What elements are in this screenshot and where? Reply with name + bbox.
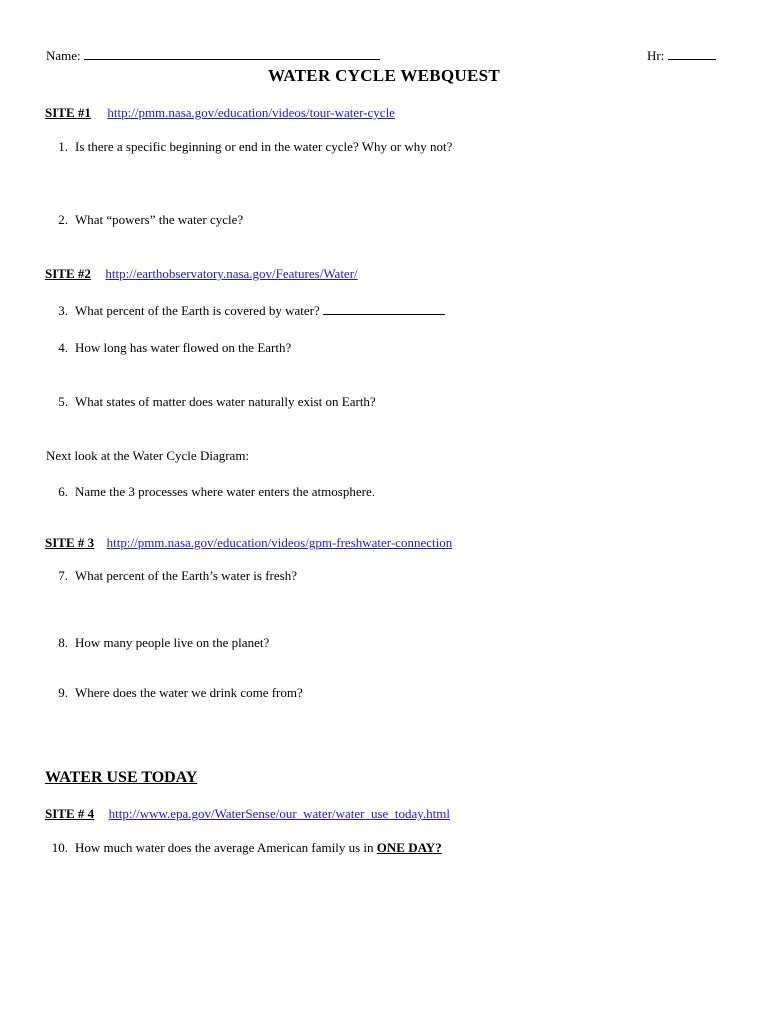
question-text: How many people live on the planet? — [75, 635, 270, 650]
question-1 — [46, 139, 452, 155]
page-title: WATER CYCLE WEBQUEST — [267, 66, 501, 85]
question-number: 2. — [58, 212, 68, 227]
question-2 — [46, 212, 243, 228]
name-blank[interactable] — [84, 47, 380, 60]
answer-blank[interactable] — [323, 302, 445, 315]
question-text: What percent of the Earth’s water is fresh? — [75, 568, 297, 583]
question-9 — [46, 685, 303, 701]
question-number: 6. — [58, 484, 68, 499]
site-4-link[interactable]: http://www.epa.gov/WaterSense/our_water/water_use_today.html — [108, 806, 450, 821]
site-2-line — [45, 266, 358, 282]
site-2-label: SITE #2 — [45, 266, 91, 281]
question-text: What percent of the Earth is covered by water? — [75, 303, 320, 318]
question-text: Where does the water we drink come from? — [75, 685, 303, 700]
question-number: 1. — [58, 139, 68, 154]
question-text: How much water does the average American family us in — [75, 840, 374, 855]
site-3-link[interactable]: http://pmm.nasa.gov/education/videos/gpm-freshwater-connection — [106, 535, 453, 550]
question-emphasis: ONE DAY? — [376, 840, 442, 855]
hr-blank[interactable] — [668, 47, 716, 60]
site-1-link[interactable]: http://pmm.nasa.gov/education/videos/tour-water-cycle — [107, 105, 395, 120]
site-4-label: SITE # 4 — [45, 806, 95, 821]
site-2-link[interactable]: http://earthobservatory.nasa.gov/Features/Water/ — [105, 266, 358, 281]
hr-label: Hr: — [647, 48, 665, 63]
question-8 — [46, 635, 269, 651]
question-number: 8. — [58, 635, 68, 650]
question-number: 5. — [58, 394, 68, 409]
name-field — [46, 47, 380, 64]
section-heading-water-use: WATER USE TODAY — [45, 769, 198, 786]
question-text: What states of matter does water naturally exist on Earth? — [75, 394, 376, 409]
question-3 — [46, 302, 445, 319]
question-text: How long has water flowed on the Earth? — [75, 340, 292, 355]
question-text: Name the 3 processes where water enters the atmosphere. — [75, 484, 375, 499]
question-5 — [46, 394, 376, 410]
question-number: 3. — [58, 303, 68, 318]
site-4-line — [45, 806, 450, 822]
name-label: Name: — [46, 48, 81, 63]
question-number: 10. — [51, 840, 68, 855]
question-number: 7. — [58, 568, 68, 583]
question-text: Is there a specific beginning or end in the water cycle? Why or why not? — [75, 139, 453, 154]
question-number: 4. — [58, 340, 68, 355]
site-3-label: SITE # 3 — [45, 535, 95, 550]
site-3-line — [45, 535, 452, 551]
question-10 — [46, 840, 442, 856]
site-1-line — [45, 105, 395, 121]
site-1-label: SITE #1 — [45, 105, 91, 120]
question-6 — [46, 484, 375, 500]
question-number: 9. — [58, 685, 68, 700]
diagram-intro: Next look at the Water Cycle Diagram: — [46, 448, 250, 463]
hr-field — [647, 47, 716, 64]
question-7 — [46, 568, 297, 584]
question-text: What “powers” the water cycle? — [75, 212, 244, 227]
question-4 — [46, 340, 291, 356]
